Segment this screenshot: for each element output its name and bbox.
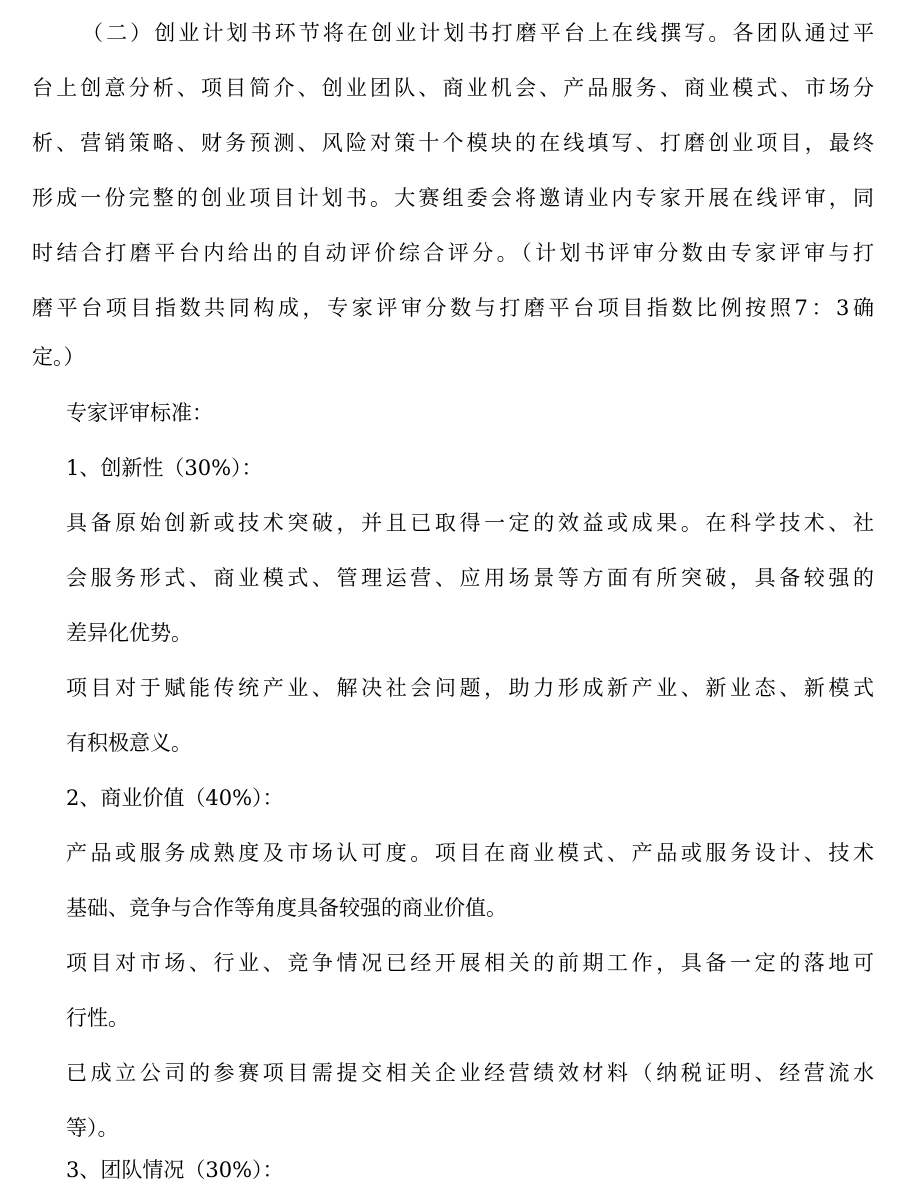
section1-p1-line-1: 具备原始创新或技术突破，并且已取得一定的效益或成果。在科学技术、社 [66,511,874,535]
section2-p1-line-2: 基础、竞争与合作等角度具备较强的商业价值。 [66,896,507,920]
section2-p2-line-1: 项目对市场、行业、竞争情况已经开展相关的前期工作，具备一定的落地可 [66,951,874,975]
intro-line-4: 形成一份完整的创业项目计划书。大赛组委会将邀请业内专家开展在线评审，同 [32,186,874,210]
section2-p3-line-1: 已成立公司的参赛项目需提交相关企业经营绩效材料（纳税证明、经营流水 [66,1061,874,1085]
intro-line-1: （二）创业计划书环节将在创业计划书打磨平台上在线撰写。各团队通过平 [82,21,874,45]
section1-p1-line-3: 差异化优势。 [66,621,192,645]
section1-p2-line-1: 项目对于赋能传统产业、解决社会问题，助力形成新产业、新业态、新模式 [66,676,874,700]
intro-line-5: 时结合打磨平台内给出的自动评价综合评分。（计划书评审分数由专家评审与打 [32,241,874,265]
intro-line-7: 定。） [32,345,85,369]
intro-line-2: 台上创意分析、项目简介、创业团队、商业机会、产品服务、商业模式、市场分 [32,76,874,100]
criteria-heading: 专家评审标准： [66,401,213,425]
section1-p2-line-2: 有积极意义。 [66,731,192,755]
intro-line-6: 磨平台项目指数共同构成，专家评审分数与打磨平台项目指数比例按照7：3确 [32,296,874,320]
section2-p3-line-2: 等）。 [66,1116,119,1140]
section2-p2-line-2: 行性。 [66,1006,129,1030]
section3-heading: 3、团队情况（30%）： [66,1158,284,1182]
section1-heading: 1、创新性（30%）： [66,456,263,480]
section1-p1-line-2: 会服务形式、商业模式、管理运营、应用场景等方面有所突破，具备较强的 [66,566,874,590]
section2-p1-line-1: 产品或服务成熟度及市场认可度。项目在商业模式、产品或服务设计、技术 [66,841,874,865]
section2-heading: 2、商业价值（40%）： [66,786,284,810]
intro-line-3: 析、营销策略、财务预测、风险对策十个模块的在线填写、打磨创业项目，最终 [32,131,874,155]
